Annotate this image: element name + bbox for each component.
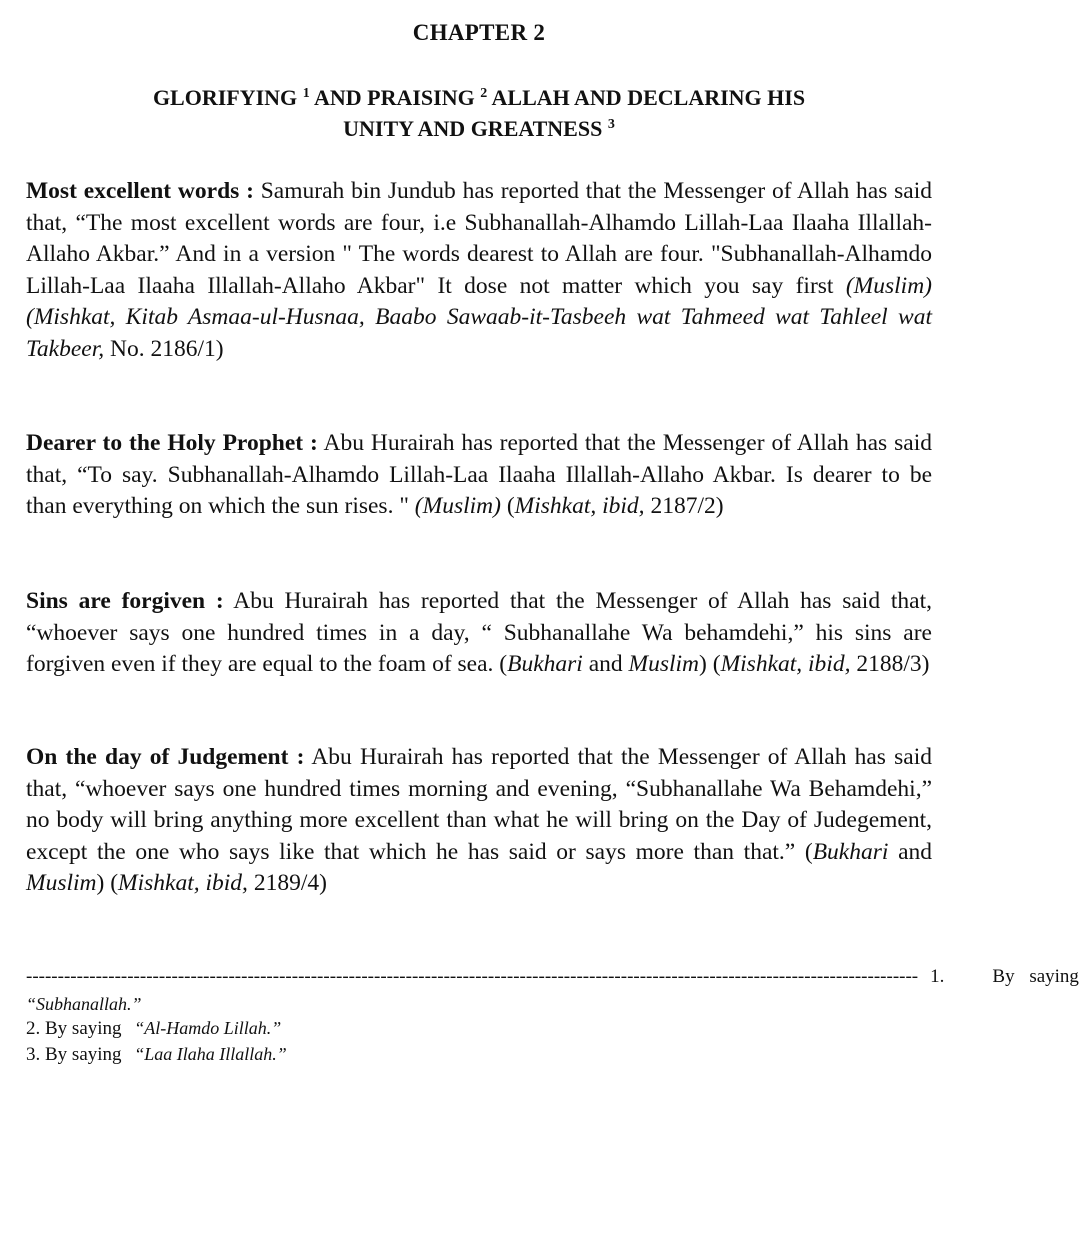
citation-reference: (Mishkat, Kitab Asmaa-ul-Husnaa, Baabo Sawaab-it-Tasbeeh wat Tahmeed wat Tahleel wat Takbeer,: [26, 304, 932, 362]
title-text-1: GLORIFYING: [152, 85, 303, 110]
citation-number: 2188/3): [856, 651, 930, 677]
citation-conjunction: and: [588, 651, 623, 677]
citation-paren: ) (: [699, 651, 721, 677]
footnote-1-lead: By saying: [992, 966, 1079, 987]
citation-source-1: Bukhari: [812, 838, 889, 865]
footnote-1-quote: “Subhanallah.”: [26, 994, 142, 1014]
paragraph-text: Samurah bin Jundub has reported that the Messenger of Allah has said that, “The most excellent words are four, i.e Subhanallah-Alhamdo Lillah-Laa Ilaaha Illallah-Allaho Akbar.” And in a version " The words dearest to Allah are four. "Subhanallah-Alhamdo Lillah-Laa Ilaaha Illallah-Allaho Akbar" It dose not matter which you say first: [26, 178, 933, 299]
chapter-title: [26, 82, 932, 144]
citation-source: (Muslim): [845, 272, 933, 299]
footnote-2: [26, 1018, 932, 1044]
citation-paren: ) (: [96, 870, 119, 896]
citation-source: (Muslim): [414, 493, 501, 519]
footnote-3-number: 3.: [26, 1044, 41, 1065]
footnote-2-number: 2.: [26, 1018, 41, 1039]
title-text-3: ALLAH AND DECLARING HIS: [487, 85, 806, 110]
footnote-3-lead: By saying: [45, 1044, 122, 1065]
paragraph-text: Abu Hurairah has reported that the Messenger of Allah has said that, “whoever says one hundred times in a day, “ Subhanallahe Wa behamdehi,” his sins are forgiven even if they are equal to the foam of sea. (: [26, 588, 932, 677]
citation-paren: (: [506, 493, 515, 519]
paragraph-heading: Sins are forgiven :: [26, 588, 224, 614]
paragraph-text: Abu Hurairah has reported that the Messenger of Allah has said that, “whoever says one hundred times morning and evening, “Subhanallahe Wa Behamdehi,” no body will bring anything more excellent than what he will bring on the Day of Judegement, except the one who says like that which he has said or says more than that.” (: [26, 744, 932, 865]
citation-conjunction: and: [898, 838, 932, 865]
paragraph-day-of-judgement: [26, 742, 932, 900]
footnote-ref-1: 1: [302, 86, 310, 101]
citation-number: No. 2186/1): [110, 335, 224, 362]
footnote-ref-3: 3: [607, 117, 615, 132]
citation-source-2: Muslim: [628, 651, 700, 677]
paragraph-most-excellent-words: [26, 176, 932, 365]
footnote-2-quote: “Al-Hamdo Lillah.”: [134, 1018, 282, 1038]
citation-number: 2187/2): [650, 493, 724, 519]
title-text-4: UNITY AND GREATNESS: [343, 116, 608, 141]
citation-number: 2189/4): [253, 870, 327, 896]
citation-reference: Mishkat, ibid,: [118, 870, 248, 896]
citation-reference: Mishkat, ibid,: [720, 651, 851, 677]
paragraph-text: Abu Hurairah has reported that the Messenger of Allah has said that, “To say. Subhanallah-Alhamdo Lillah-Laa Ilaaha Illallah-Allaho Akbar. Is dearer to be than everything on which the sun rises. ": [26, 430, 932, 519]
citation-reference: Mishkat, ibid,: [514, 493, 645, 519]
footnote-3-quote: “Laa Ilaha Illallah.”: [134, 1044, 287, 1064]
paragraph-dearer-to-prophet: [26, 428, 932, 523]
footnote-divider-row: [26, 966, 1079, 992]
paragraph-heading: Most excellent words :: [26, 178, 254, 204]
footnotes: [26, 966, 1079, 1070]
citation-source-1: Bukhari: [507, 651, 583, 677]
footnote-ref-2: 2: [480, 86, 488, 101]
paragraph-heading: Dearer to the Holy Prophet :: [26, 430, 318, 456]
footnote-1-number: 1.: [930, 966, 945, 987]
citation-source-2: Muslim: [26, 870, 97, 896]
footnote-3: [26, 1044, 932, 1070]
paragraph-sins-forgiven: [26, 586, 932, 681]
title-text-2: AND PRAISING: [309, 85, 481, 110]
footnote-2-lead: By saying: [45, 1018, 122, 1039]
footnote-divider: ---------------------------------------------------------------------------------------------------------------------------------------------: [26, 966, 919, 987]
paragraph-heading: On the day of Judgement :: [26, 744, 305, 770]
chapter-heading: CHAPTER 2: [412, 20, 546, 45]
